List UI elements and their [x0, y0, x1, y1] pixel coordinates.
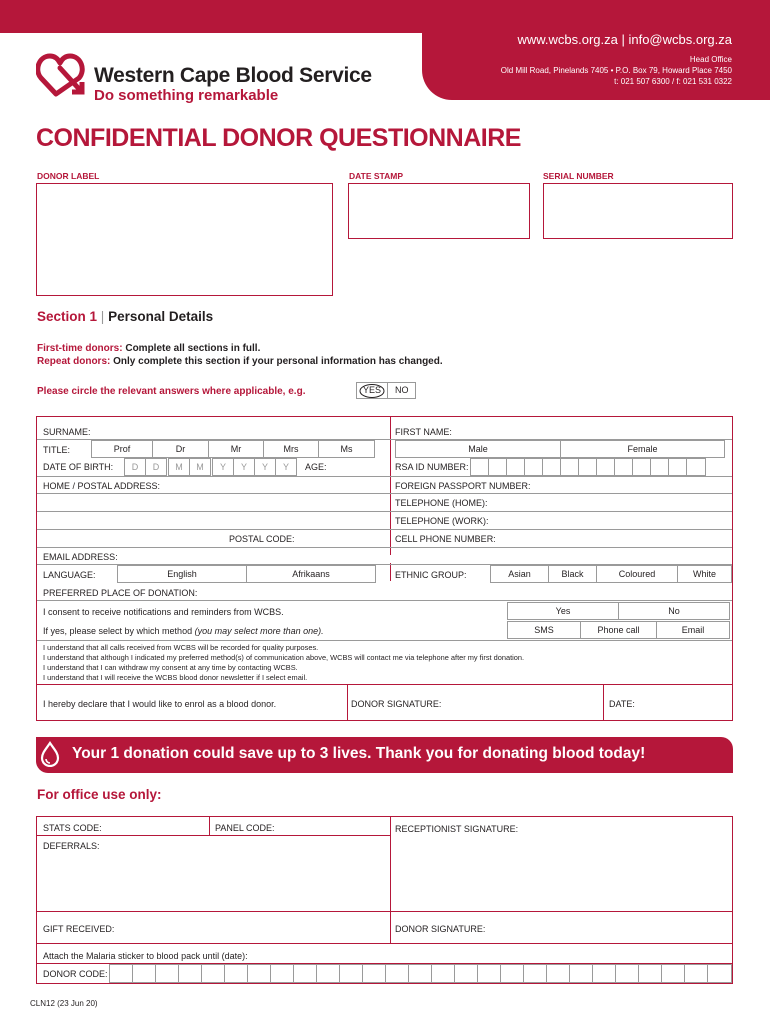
- office-phone: t: 021 507 6300 / f: 021 531 0322: [614, 77, 732, 86]
- stats-code-label[interactable]: STATS CODE:: [43, 823, 102, 833]
- tel-home-label: TELEPHONE (HOME):: [395, 498, 488, 508]
- donor-code-cell-8[interactable]: [270, 964, 294, 983]
- rsa-id-cell-9[interactable]: [614, 458, 633, 476]
- ethnic-coloured[interactable]: Coloured: [596, 565, 678, 583]
- donor-code-cell-2[interactable]: [132, 964, 156, 983]
- donor-label-box[interactable]: [36, 183, 333, 296]
- method-sms[interactable]: SMS: [507, 621, 581, 639]
- rsa-id-cell-3[interactable]: [506, 458, 525, 476]
- first-time-text: Complete all sections in full.: [125, 343, 261, 354]
- cell-label: CELL PHONE NUMBER:: [395, 534, 496, 544]
- donor-code-cell-3[interactable]: [155, 964, 179, 983]
- example-yes-no: [356, 382, 416, 399]
- method-email[interactable]: Email: [656, 621, 730, 639]
- language-label: LANGUAGE:: [43, 570, 96, 580]
- donor-code-cell-12[interactable]: [362, 964, 386, 983]
- address-label: HOME / POSTAL ADDRESS:: [43, 481, 161, 491]
- donor-code-cell-6[interactable]: [224, 964, 248, 983]
- donor-code-cell-24[interactable]: [638, 964, 662, 983]
- donor-code-cell-13[interactable]: [385, 964, 409, 983]
- rsa-id-cell-13[interactable]: [686, 458, 706, 476]
- passport-label: FOREIGN PASSPORT NUMBER:: [395, 481, 531, 491]
- rsa-id-cell-7[interactable]: [578, 458, 597, 476]
- donor-code-cell-10[interactable]: [316, 964, 340, 983]
- rsa-id-cell-4[interactable]: [524, 458, 543, 476]
- form-code: CLN12 (23 Jun 20): [30, 999, 98, 1008]
- repeat-note: [37, 356, 443, 367]
- office-address: Old Mill Road, Pinelands 7405 • P.O. Box 79, Howard Place 7450: [500, 66, 732, 75]
- malaria-sticker-label: Attach the Malaria sticker to blood pack until (date):: [43, 951, 248, 961]
- method-phone-call[interactable]: Phone call: [580, 621, 657, 639]
- date-stamp-box[interactable]: [348, 183, 530, 239]
- donor-code-cell-5[interactable]: [201, 964, 225, 983]
- declare-text: I hereby declare that I would like to enrol as a blood donor.: [43, 699, 277, 709]
- title-ms[interactable]: Ms: [318, 440, 375, 458]
- donor-code-label: DONOR CODE:: [43, 969, 108, 979]
- rsa-id-cell-12[interactable]: [668, 458, 687, 476]
- donor-code-cell-23[interactable]: [615, 964, 639, 983]
- first-name-label: FIRST NAME:: [395, 427, 452, 437]
- donor-code-cell-7[interactable]: [247, 964, 271, 983]
- language-english[interactable]: English: [117, 565, 247, 583]
- section-separator: |: [100, 309, 105, 324]
- rsa-id-cell-10[interactable]: [632, 458, 651, 476]
- rsa-id-cell-1[interactable]: [470, 458, 489, 476]
- donor-code-cell-1[interactable]: [109, 964, 133, 983]
- dob-m2[interactable]: M: [189, 458, 211, 476]
- donor-code-cell-16[interactable]: [454, 964, 478, 983]
- donor-code-cell-14[interactable]: [408, 964, 432, 983]
- donor-code-cell-22[interactable]: [592, 964, 616, 983]
- dob-d1[interactable]: D: [124, 458, 146, 476]
- personal-details-form: [36, 416, 733, 721]
- place-label: PREFERRED PLACE OF DONATION:: [43, 588, 198, 598]
- title-prof[interactable]: Prof: [91, 440, 153, 458]
- dob-y2[interactable]: Y: [233, 458, 255, 476]
- blood-drop-icon: [40, 741, 60, 767]
- donor-code-cell-20[interactable]: [546, 964, 570, 983]
- banner-text: Your 1 donation could save up to 3 lives. Thank you for donating blood today!: [72, 745, 646, 762]
- understand-3: I understand that I can withdraw my consent at any time by contacting WCBS.: [43, 663, 298, 672]
- office-title: Head Office: [689, 55, 732, 64]
- donor-label-heading: DONOR LABEL: [37, 171, 100, 181]
- repeat-label: Repeat donors:: [37, 356, 111, 367]
- section-number: Section 1: [37, 309, 98, 324]
- donor-code-cell-15[interactable]: [431, 964, 455, 983]
- rsa-id-cell-6[interactable]: [560, 458, 579, 476]
- circle-instruction: Please circle the relevant answers where applicable, e.g.: [37, 386, 306, 397]
- understand-1: I understand that all calls received from WCBS will be recorded for quality purposes.: [43, 643, 319, 652]
- donor-code-cell-21[interactable]: [569, 964, 593, 983]
- consent-text: I consent to receive notifications and reminders from WCBS.: [43, 607, 284, 617]
- ethnic-black[interactable]: Black: [548, 565, 597, 583]
- consent-yes[interactable]: Yes: [507, 602, 619, 620]
- org-name: Western Cape Blood Service: [94, 64, 372, 87]
- org-tagline: Do something remarkable: [94, 87, 279, 104]
- donor-code-cell-4[interactable]: [178, 964, 202, 983]
- dob-d2[interactable]: D: [145, 458, 167, 476]
- donor-signature-label[interactable]: DONOR SIGNATURE:: [351, 699, 442, 709]
- donor-code-cell-19[interactable]: [523, 964, 547, 983]
- rsa-id-label: RSA ID NUMBER:: [395, 462, 469, 472]
- serial-number-heading: SERIAL NUMBER: [543, 171, 614, 181]
- donor-code-cell-11[interactable]: [339, 964, 363, 983]
- office-use-heading: For office use only:: [37, 787, 162, 802]
- language-afrikaans[interactable]: Afrikaans: [246, 565, 376, 583]
- date-label[interactable]: DATE:: [609, 699, 635, 709]
- donor-code-cell-9[interactable]: [293, 964, 317, 983]
- email-label: EMAIL ADDRESS:: [43, 552, 118, 562]
- title-mr[interactable]: Mr: [208, 440, 264, 458]
- first-time-note: [37, 343, 260, 354]
- rsa-id-cell-11[interactable]: [650, 458, 669, 476]
- office-use-form: [36, 816, 733, 984]
- age-label: AGE:: [305, 462, 327, 472]
- method-text: [43, 626, 324, 636]
- gender-female[interactable]: Female: [560, 440, 725, 458]
- dob-y4[interactable]: Y: [275, 458, 297, 476]
- dob-y1[interactable]: Y: [212, 458, 234, 476]
- donor-code-cell-18[interactable]: [500, 964, 524, 983]
- gift-received-label[interactable]: GIFT RECEIVED:: [43, 924, 115, 934]
- donor-code-cell-17[interactable]: [477, 964, 501, 983]
- example-yes: YES: [363, 385, 382, 395]
- serial-number-box[interactable]: [543, 183, 733, 239]
- rsa-id-cell-8[interactable]: [596, 458, 615, 476]
- date-stamp-heading: DATE STAMP: [349, 171, 403, 181]
- ethnic-white[interactable]: White: [677, 565, 732, 583]
- donor-code-cell-26[interactable]: [684, 964, 708, 983]
- section-name: Personal Details: [108, 309, 214, 324]
- rsa-id-cell-2[interactable]: [488, 458, 507, 476]
- first-time-label: First-time donors:: [37, 343, 123, 354]
- understand-4: I understand that I will receive the WCBS blood donor newsletter if I select email.: [43, 673, 308, 682]
- surname-label: SURNAME:: [43, 427, 91, 437]
- example-no: NO: [395, 385, 409, 395]
- panel-code-label[interactable]: PANEL CODE:: [215, 823, 275, 833]
- section-1-heading: [37, 309, 213, 324]
- header-office-info: [501, 54, 732, 87]
- donor-code-cell-27[interactable]: [707, 964, 732, 983]
- title-label: TITLE:: [43, 445, 71, 455]
- postal-code-label: POSTAL CODE:: [229, 534, 295, 544]
- method-italic: (you may select more than one).: [194, 626, 324, 636]
- tel-work-label: TELEPHONE (WORK):: [395, 516, 489, 526]
- repeat-text: Only complete this section if your personal information has changed.: [113, 356, 443, 367]
- receptionist-signature-label[interactable]: RECEPTIONIST SIGNATURE:: [395, 824, 519, 834]
- understand-2: I understand that although I indicated my preferred method(s) of communication above, WCBS will contact me via telephone after my first donation.: [43, 653, 525, 662]
- page-title: CONFIDENTIAL DONOR QUESTIONNAIRE: [36, 124, 521, 152]
- ethnic-label: ETHNIC GROUP:: [395, 570, 467, 580]
- title-dr[interactable]: Dr: [152, 440, 209, 458]
- dob-m1[interactable]: M: [168, 458, 190, 476]
- header-web-contact: www.wcbs.org.za | info@wcbs.org.za: [517, 32, 732, 47]
- gender-male[interactable]: Male: [395, 440, 561, 458]
- title-mrs[interactable]: Mrs: [263, 440, 319, 458]
- consent-no[interactable]: No: [618, 602, 730, 620]
- rsa-id-cell-5[interactable]: [542, 458, 561, 476]
- dob-y3[interactable]: Y: [254, 458, 276, 476]
- ethnic-asian[interactable]: Asian: [490, 565, 549, 583]
- method-prefix: If yes, please select by which method: [43, 626, 193, 636]
- wcbs-heart-logo-icon: [36, 50, 94, 102]
- office-donor-signature-label[interactable]: DONOR SIGNATURE:: [395, 924, 486, 934]
- donor-code-cell-25[interactable]: [661, 964, 685, 983]
- deferrals-label[interactable]: DEFERRALS:: [43, 841, 100, 851]
- dob-label: DATE OF BIRTH:: [43, 462, 114, 472]
